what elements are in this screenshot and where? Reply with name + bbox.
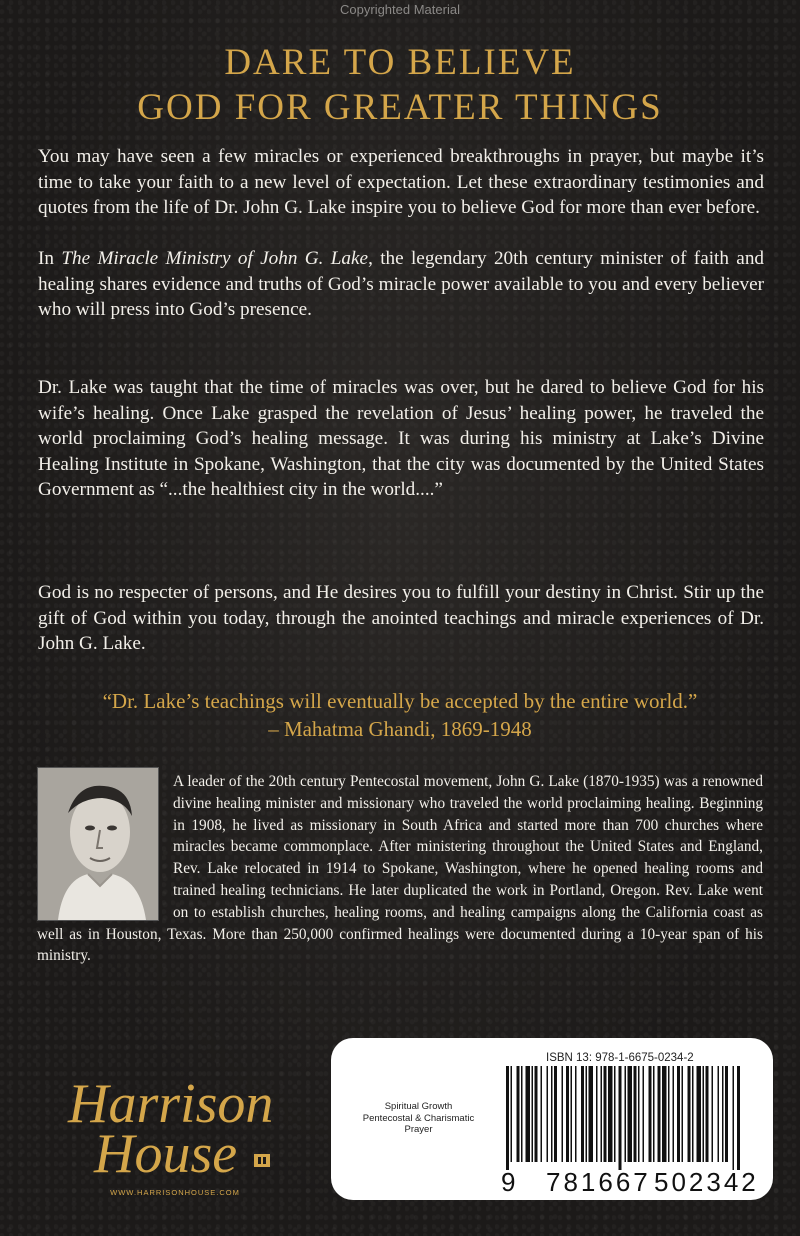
barcode-bar (541, 1066, 543, 1162)
endorsement-quote: “Dr. Lake’s teachings will eventually be accepted by the entire world.” (102, 689, 698, 713)
barcode-bar (586, 1066, 588, 1162)
bisac-category-2: Pentecostal & Charismatic (362, 1112, 475, 1124)
barcode-bar (703, 1066, 705, 1162)
barcode-bar (521, 1066, 523, 1162)
book-title: The Miracle Ministry of John G. Lake (61, 248, 369, 269)
description-paragraph-4: God is no respecter of persons, and He desires you to fulfill your destiny in Christ. Stir up the gift of God within you today, through the anointed teachings and miracle experiences of Dr. John G. Lake. (38, 582, 764, 655)
barcode-bar (737, 1066, 740, 1170)
harrison-house-logo-icon (60, 1060, 290, 1190)
barcode-bar (653, 1066, 655, 1162)
barcode-right-digits: 502342 (654, 1167, 759, 1197)
barcode-bar (628, 1066, 633, 1162)
barcode-bar (532, 1066, 534, 1162)
barcode-bar (596, 1066, 598, 1162)
barcode-bar (662, 1066, 667, 1162)
isbn-label: ISBN 13: 978-1-6675-0234-2 (546, 1052, 694, 1064)
barcode-bar (589, 1066, 594, 1162)
headline-line-1: DARE TO BELIEVE (224, 42, 576, 83)
barcode-panel (331, 1038, 773, 1200)
barcode-bar (658, 1066, 661, 1162)
logo-line-1: Harrison (68, 1073, 274, 1135)
p2-prefix: In (38, 248, 62, 269)
barcode-bar (581, 1066, 584, 1162)
barcode-bar (725, 1066, 728, 1162)
barcode-bar (677, 1066, 680, 1162)
barcode-bar (649, 1066, 652, 1162)
publisher-logo (60, 1060, 290, 1210)
author-bio (37, 771, 763, 967)
author-bio-text: A leader of the 20th century Pentecostal movement, John G. Lake (1870-1935) was a renowned divine healing minister and missionary who traveled the world proclaiming healing. Beginning in 1908, he lived as missionary in South Africa and started more than 700 churches where miracles became commonplace. After ministering throughout the United States and England, Rev. Lake relocated in 1914 to Spokane, Washington, where he opened healing rooms and trained healing technicians. He later duplicated the work in Portland, Oregon. Rev. Lake went on to establish churches, healing rooms, and healing campaigns along the California coast as well as in Houston, Texas. More than 250,000 confirmed healings were documented during a 10-year span of his ministry. (37, 773, 763, 965)
bisac-category-3: Prayer (404, 1124, 433, 1135)
barcode-bar (526, 1066, 531, 1162)
barcode-bar (706, 1066, 709, 1162)
publisher-url: WWW.HARRISONHOUSE.COM (110, 1188, 240, 1197)
barcode-bar (668, 1066, 670, 1162)
barcode-bar (604, 1066, 607, 1162)
barcode-bar (551, 1066, 553, 1162)
barcode-lead-digit: 9 (501, 1167, 519, 1197)
barcode-bar (643, 1066, 645, 1162)
barcode-bar (733, 1066, 735, 1170)
barcode-bar (638, 1066, 640, 1162)
barcode-bar (562, 1066, 564, 1162)
barcode-bar (601, 1066, 603, 1162)
copyright-watermark: Copyrighted Material (340, 2, 460, 17)
description-paragraph-3: Dr. Lake was taught that the time of miracles was over, but he dared to believe God for his wife’s healing. Once Lake grasped the revelation of Jesus’ healing power, he traveled the world proclaiming God’s healing message. It was during his ministry at Lake’s Divine Healing Institute in Spokane, Washington, that the city was documented by the United States Government as “...the healthiest city in the world....” (38, 377, 764, 501)
bisac-categories (331, 1101, 506, 1136)
barcode-bar (718, 1066, 720, 1162)
description-paragraph-2 (38, 246, 764, 323)
bisac-category-1: Spiritual Growth (384, 1101, 453, 1112)
barcode-bar (692, 1066, 694, 1162)
barcode-bar (634, 1066, 637, 1162)
barcode-bar (625, 1066, 627, 1162)
barcode-bar (547, 1066, 549, 1162)
barcode-bar (511, 1066, 513, 1162)
barcode-bar (566, 1066, 569, 1162)
barcode-bar (506, 1066, 509, 1170)
description-paragraph-1: You may have seen a few miracles or experienced breakthroughs in prayer, but maybe it’s time to take your faith to a new level of expectation. Let these extraordinary testimonies and quotes from the life of Dr. John G. Lake inspire you to believe God for more than ever before. (38, 146, 764, 219)
barcode-bar (722, 1066, 724, 1162)
p2-suffix: , the legendary 20th century minister of faith and healing shares evidence and truths of God’s miracle power available to you and every believer who will press into God’s presence. (38, 248, 765, 321)
headline-line-2: GOD FOR GREATER THINGS (137, 87, 663, 128)
barcode-bar (673, 1066, 675, 1162)
barcode-bar (614, 1066, 616, 1162)
barcode-bar (682, 1066, 684, 1162)
barcode-bar (688, 1066, 691, 1162)
barcode-bar (535, 1066, 538, 1162)
barcode-bar (517, 1066, 520, 1162)
barcode-left-digits: 781667 (546, 1167, 651, 1197)
barcode-bar (619, 1066, 622, 1170)
barcode-bar (697, 1066, 702, 1162)
logo-line-2: House (94, 1123, 238, 1185)
barcode-bar (712, 1066, 714, 1162)
quote-attribution: – Mahatma Ghandi, 1869-1948 (268, 717, 532, 741)
barcode-bar (554, 1066, 557, 1162)
barcode-bar (608, 1066, 613, 1162)
barcode-bars (498, 1066, 748, 1174)
barcode-bar (575, 1066, 577, 1162)
barcode-bar (571, 1066, 573, 1162)
